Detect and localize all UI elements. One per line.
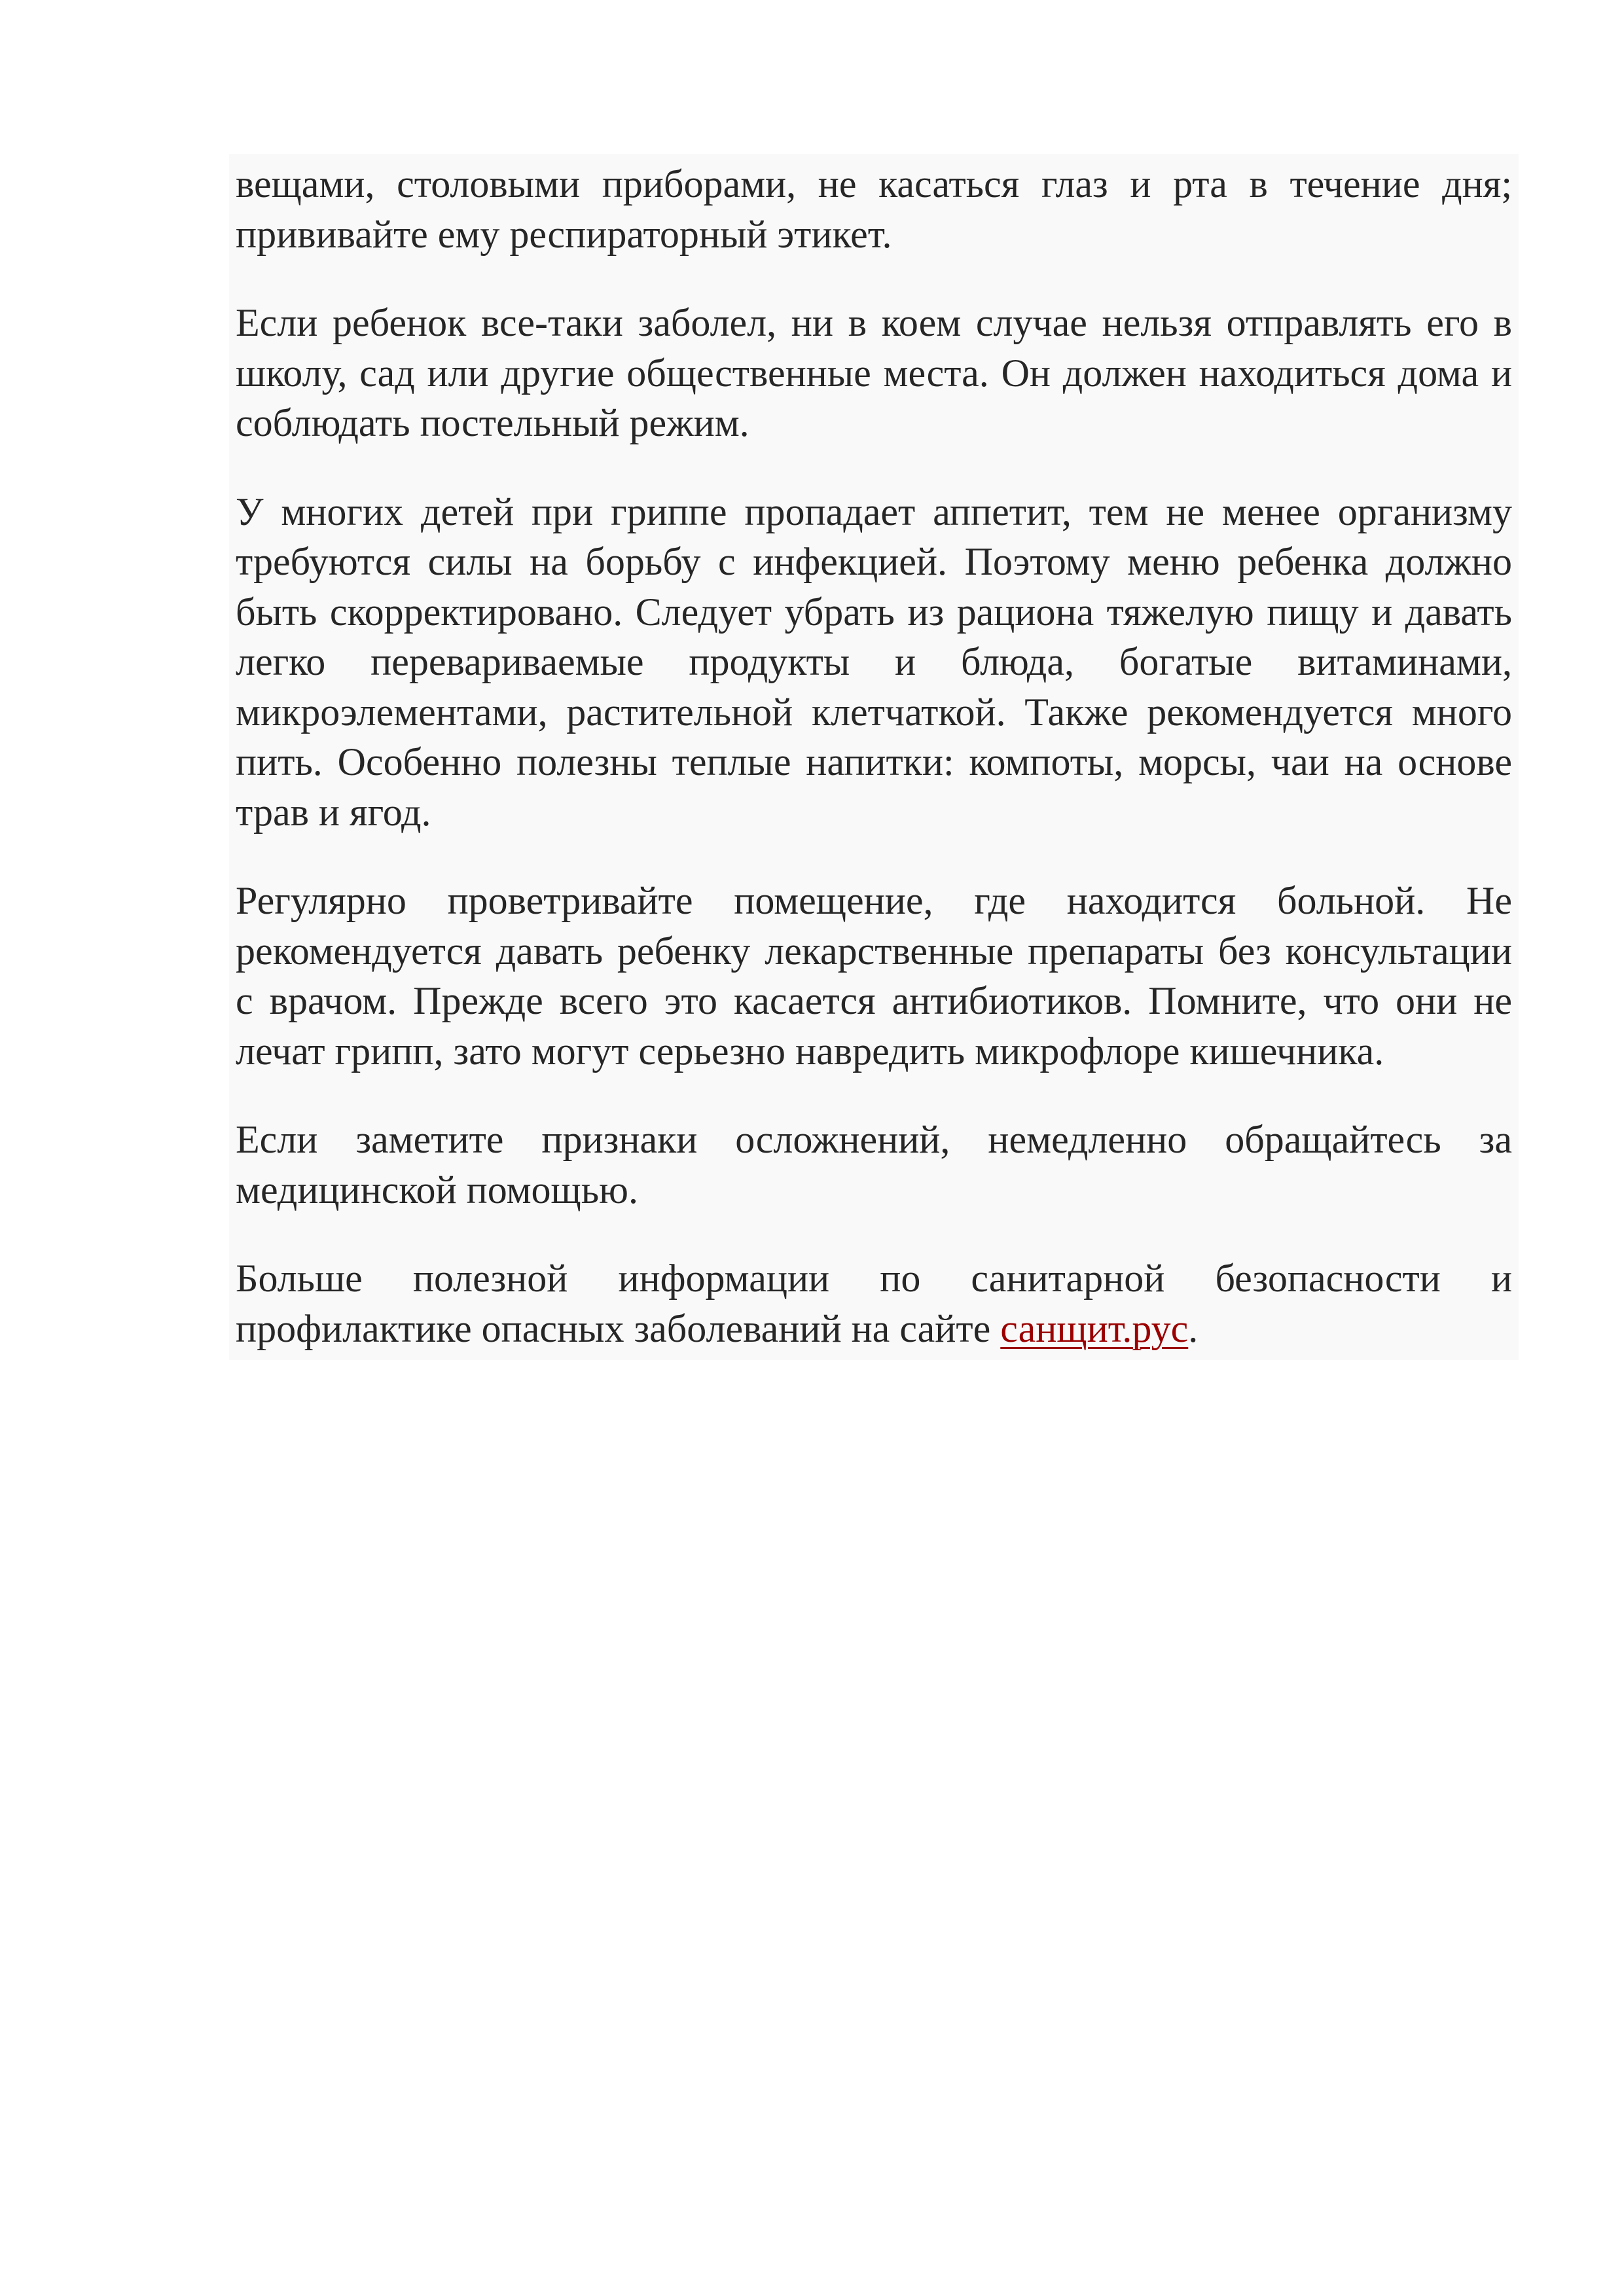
more-info-period: . [1188, 1306, 1199, 1350]
paragraph-nutrition: У многих детей при гриппе пропадает аппетит, тем не менее организму требуются силы на борьбу с инфекцией. Поэтому меню ребенка должно быть скорректировано. Следует убрать из рациона тяжелую пищу и давать легко перевариваемые продукты и блюда, богатые витаминами, микроэлементами, растительной клетчаткой. Также рекомендуется много пить. Особенно полезны теплые напитки: компоты, морсы, чаи на основе трав и ягод. [236, 490, 1512, 834]
paragraph-sick-child-stay-home: Если ребенок все-таки заболел, ни в коем случае нельзя отправлять его в школу, сад или другие общественные места. Он должен находиться дома и соблюдать постельный режим. [236, 301, 1512, 444]
paragraph-ventilation-medication: Регулярно проветривайте помещение, где находится больной. Не рекомендуется давать ребенку лекарственные препараты без консультации с врачом. Прежде всего это касается антибиотиков. Помните, что они не лечат грипп, зато могут серьезно навредить микрофлоре кишечника. [236, 879, 1512, 1073]
paragraph-more-info [236, 1253, 1512, 1354]
more-info-text: Больше полезной информации по санитарной безопасности и профилактике опасных заболеваний на сайте [236, 1257, 1512, 1350]
text-block [229, 154, 1519, 1360]
paragraph-complications: Если заметите признаки осложнений, немедленно обращайтесь за медицинской помощью. [236, 1118, 1512, 1211]
paragraph-hygiene-continued: вещами, столовыми приборами, не касаться глаз и рта в течение дня; прививайте ему респираторный этикет. [236, 162, 1512, 256]
website-link[interactable]: санщит.рус [1000, 1306, 1189, 1350]
